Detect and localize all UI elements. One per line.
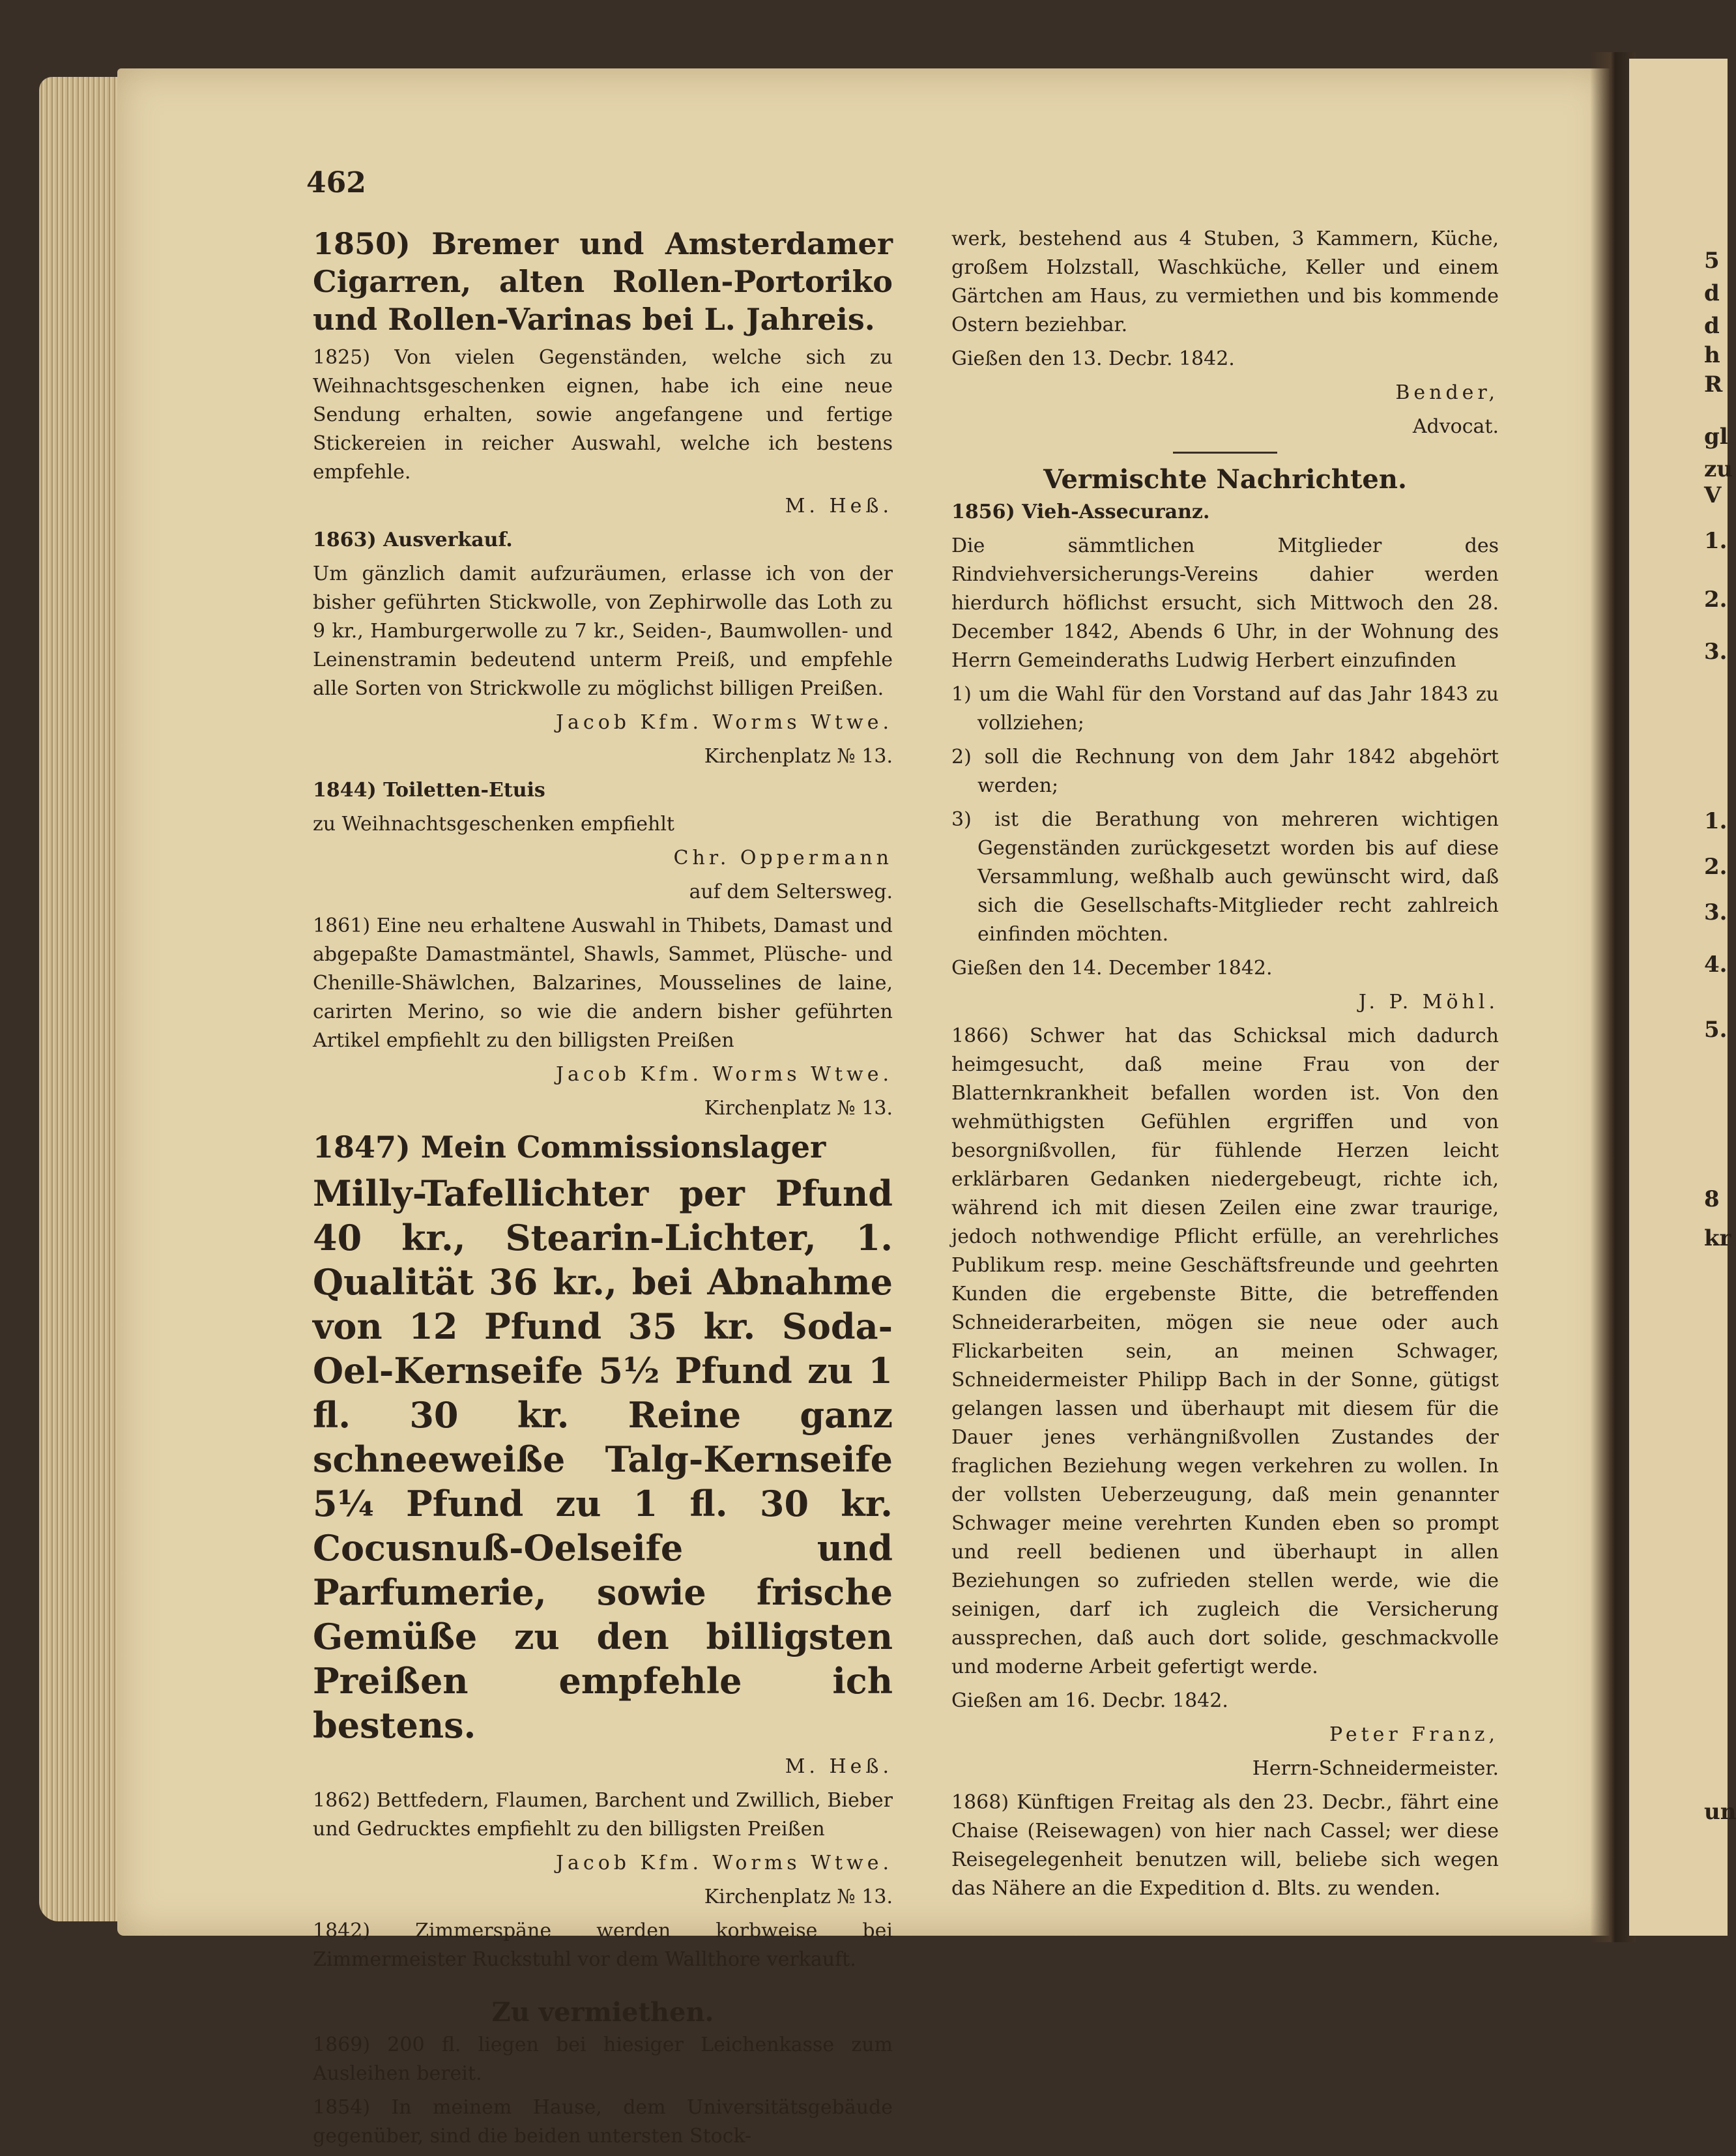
next-page-fragment: 8: [1704, 1186, 1720, 1212]
next-page-fragment: kr: [1704, 1225, 1731, 1251]
ad-signature: J. P. Möhl.: [1358, 991, 1499, 1013]
ad-text: 1862) Bettfedern, Flaumen, Barchent und Zwillich, Bieber und Gedrucktes empfiehlt zu den billigsten Preißen: [313, 1789, 893, 1841]
left-item-5: [313, 1128, 893, 1781]
ad-date: Gießen den 13. Decbr. 1842.: [951, 347, 1235, 370]
next-page-fragment: zu: [1704, 456, 1733, 482]
right-item-2: [951, 498, 1499, 1017]
ad-text: 1850) Bremer und Amsterdamer Cigarren, alten Rollen-Portoriko und Rollen-Varinas bei L. Jahreis.: [313, 226, 893, 337]
left-item-0: [313, 225, 893, 338]
right-column: [951, 225, 1499, 1908]
ad-text: 1825) Von vielen Gegenständen, welche sich zu Weihnachtsgeschenken eignen, habe ich eine neue Sendung erhalten, sowie angefangene und fertige Stickereien in reicher Auswahl, welche ich bestens empfehle.: [313, 346, 893, 484]
page-right-partial: [1629, 59, 1728, 1936]
ad-signature-line2: auf dem Seltersweg.: [689, 881, 893, 903]
ad-list: [951, 680, 1499, 949]
ad-signature-line2: Advocat.: [1412, 415, 1499, 438]
divider-rule: [1173, 452, 1277, 454]
left-item-8: [313, 1985, 893, 2027]
ad-bigtext: Milly-Tafellichter per Pfund 40 kr., Stearin-Lichter, 1. Qualität 36 kr., bei Abnahme von 12 Pfund 35 kr. Soda-Oel-Kernseife 5½ Pfund zu 1 fl. 30 kr. Reine ganz schneeweiße Talg-Kernseife 5¼ Pfund zu 1 fl. 30 kr. Cocusnuß-Oelseife und Parfumerie, sowie frische Gemüße zu den billigsten Preißen empfehle ich bestens.: [313, 1173, 893, 1746]
ad-text: Um gänzlich damit aufzuräumen, erlasse ich von der bisher geführten Stickwolle, von Zephirwolle das Loth zu 9 kr., Hamburgerwolle zu 7 kr., Seiden-, Baumwollen- und Leinenstramin bedeutend unterm Preiß, und empfehle alle Sorten von Strickwolle zu möglichst billigen Preißen.: [313, 562, 893, 700]
next-page-fragment: h: [1704, 342, 1720, 368]
ad-text: 1869) 200 fl. liegen bei hiesiger Leichenkasse zum Ausleihen bereit.: [313, 2033, 893, 2085]
next-page-fragment: R: [1704, 371, 1723, 398]
left-item-1: [313, 343, 893, 521]
ad-signature-line2: Kirchenplatz № 13.: [704, 1097, 893, 1120]
ad-text: 1854) In meinem Hause, dem Universitätsgebäude gegenüber, sind die beiden untersten Stock-: [313, 2096, 893, 2148]
next-page-fragment: V: [1704, 482, 1722, 508]
next-page-fragment: 1.: [1704, 528, 1728, 554]
next-page-fragment: 2.: [1704, 854, 1728, 880]
ad-text: 1866) Schwer hat das Schicksal mich dadurch heimgesucht, daß meine Frau von der Blatternkrankheit befallen worden ist. Von den wehmüthigsten Gefühlen ergriffen und von besorgnißvollen, für fühlende Herzen leicht erklärbaren Gedanken niedergebeugt, richte ich, während ich mit diesen Zeilen eine zwar traurige, jedoch nothwendige Pflicht erfülle, an verehrliches Publikum resp. meine Geschäftsfreunde und geehrten Kunden die ergebenste Bitte, die betreffenden Schneiderarbeiten, mögen sie neue oder auch Flickarbeiten sein, an meinen Schwager, Schneidermeister Philipp Bach in der Sonne, gütigst gelangen lassen und überhaupt mit diesem für die Dauer jenes verhängnißvollen Zustandes der fraglichen Beziehung wegen verkehren zu wollen. In der vollsten Ueberzeugung, daß mein genannter Schwager meine verehrten Kunden eben so prompt und reell bedienen und überhaupt in allen Beziehungen so zufrieden stellen werde, wie die seinigen, darf ich zugleich die Versicherung aussprechen, daß auch dort solide, geschmackvolle und moderne Arbeit gefertigt werde.: [951, 1025, 1499, 1678]
next-page-fragment: d: [1704, 313, 1720, 339]
ad-heading: 1863) Ausverkauf.: [313, 529, 513, 551]
next-page-fragment: 1.: [1704, 808, 1728, 834]
ad-heading: 1844) Toiletten-Etuis: [313, 779, 545, 802]
left-item-10: [313, 2093, 893, 2151]
ad-text: werk, bestehend aus 4 Stuben, 3 Kammern, Küche, großem Holzstall, Waschküche, Keller und einem Gärtchen am Haus, zu vermiethen und bis kommende Ostern beziehbar.: [951, 227, 1499, 336]
right-item-3: [951, 1022, 1499, 1783]
next-page-fragment: gl: [1704, 424, 1728, 450]
next-page-fragment: 5.: [1704, 1017, 1728, 1043]
ad-signature: Bender,: [1395, 381, 1499, 404]
ad-signature: Jacob Kfm. Worms Wtwe.: [556, 711, 893, 734]
ad-signature-line2: Herrn-Schneidermeister.: [1252, 1757, 1499, 1780]
left-item-7: [313, 1917, 893, 1974]
ad-list-item: 1) um die Wahl für den Vorstand auf das Jahr 1843 zu vollziehen;: [951, 683, 1499, 735]
ad-text: 1868) Künftigen Freitag als den 23. Decbr., fährt eine Chaise (Reisewagen) von hier nach Cassel; wer diese Reisegelegenheit benutzen will, beliebe sich wegen das Nähere an die Expedition d. Blts. zu wenden.: [951, 1791, 1499, 1900]
ad-heading: 1856) Vieh-Assecuranz.: [951, 501, 1210, 523]
right-item-4: [951, 1788, 1499, 1903]
next-page-fragment: 2.: [1704, 587, 1728, 613]
section-heading: Vermischte Nachrichten.: [1043, 464, 1407, 495]
ad-signature: Peter Franz,: [1329, 1723, 1499, 1746]
ad-list-item: 3) ist die Berathung von mehreren wichtigen Gegenständen zurückgesetzt worden bis auf diese Versammlung, weßhalb auch gewünscht wird, daß sich die Gesellschafts-Mitglieder recht zahlreich einfinden möchten.: [951, 808, 1499, 946]
ad-signature: Chr. Oppermann: [673, 847, 893, 869]
ad-date: Gießen am 16. Decbr. 1842.: [951, 1689, 1228, 1712]
left-item-2: [313, 526, 893, 771]
right-item-0: [951, 225, 1499, 441]
page-number: 462: [306, 166, 366, 199]
ad-signature: M. Heß.: [785, 495, 893, 517]
ad-date: Gießen den 14. December 1842.: [951, 957, 1273, 980]
right-item-1: [951, 452, 1499, 494]
next-page-fragment: d: [1704, 280, 1720, 306]
left-column: [313, 225, 893, 2156]
ad-signature-line2: Kirchenplatz № 13.: [704, 745, 893, 768]
ad-signature: M. Heß.: [785, 1755, 893, 1778]
ad-list-item: 2) soll die Rechnung von dem Jahr 1842 abgehört werden;: [951, 746, 1499, 797]
ad-text: 1842) Zimmerspäne werden korbweise bei Zimmermeister Ruckstuhl vor dem Wallthore verkauft.: [313, 1919, 893, 1971]
ad-text: Die sämmtlichen Mitglieder des Rindviehversicherungs-Vereins dahier werden hierdurch höflichst ersucht, sich Mittwoch den 28. December 1842, Abends 6 Uhr, in der Wohnung des Herrn Gemeinderaths Ludwig Herbert einzufinden: [951, 534, 1499, 672]
divider-rule: [551, 1985, 655, 1987]
ad-signature-line2: Kirchenplatz № 13.: [704, 1886, 893, 1908]
ad-text: 1861) Eine neu erhaltene Auswahl in Thibets, Damast und abgepaßte Damastmäntel, Shawls, Sammet, Plüsche- und Chenille-Shäwlchen, Balzarines, Mousselines de laine, carirten Merino, so wie die andern bisher geführten Artikel empfiehlt zu den billigsten Preißen: [313, 914, 893, 1052]
left-item-4: [313, 912, 893, 1123]
ad-text: zu Weihnachtsgeschenken empfiehlt: [313, 813, 674, 836]
section-heading: Zu vermiethen.: [491, 1997, 714, 2028]
ad-signature: Jacob Kfm. Worms Wtwe.: [556, 1852, 893, 1874]
next-page-fragment: 5: [1704, 248, 1720, 274]
left-item-9: [313, 2031, 893, 2088]
next-page-fragment: 4.: [1704, 952, 1728, 978]
left-item-6: [313, 1786, 893, 1912]
next-page-fragment: 3.: [1704, 639, 1728, 665]
next-page-fragment: un: [1704, 1799, 1736, 1825]
ad-heading: 1847) Mein Commissionslager: [313, 1129, 826, 1165]
ad-signature: Jacob Kfm. Worms Wtwe.: [556, 1063, 893, 1086]
left-item-3: [313, 776, 893, 907]
next-page-fragment: 3.: [1704, 899, 1728, 925]
